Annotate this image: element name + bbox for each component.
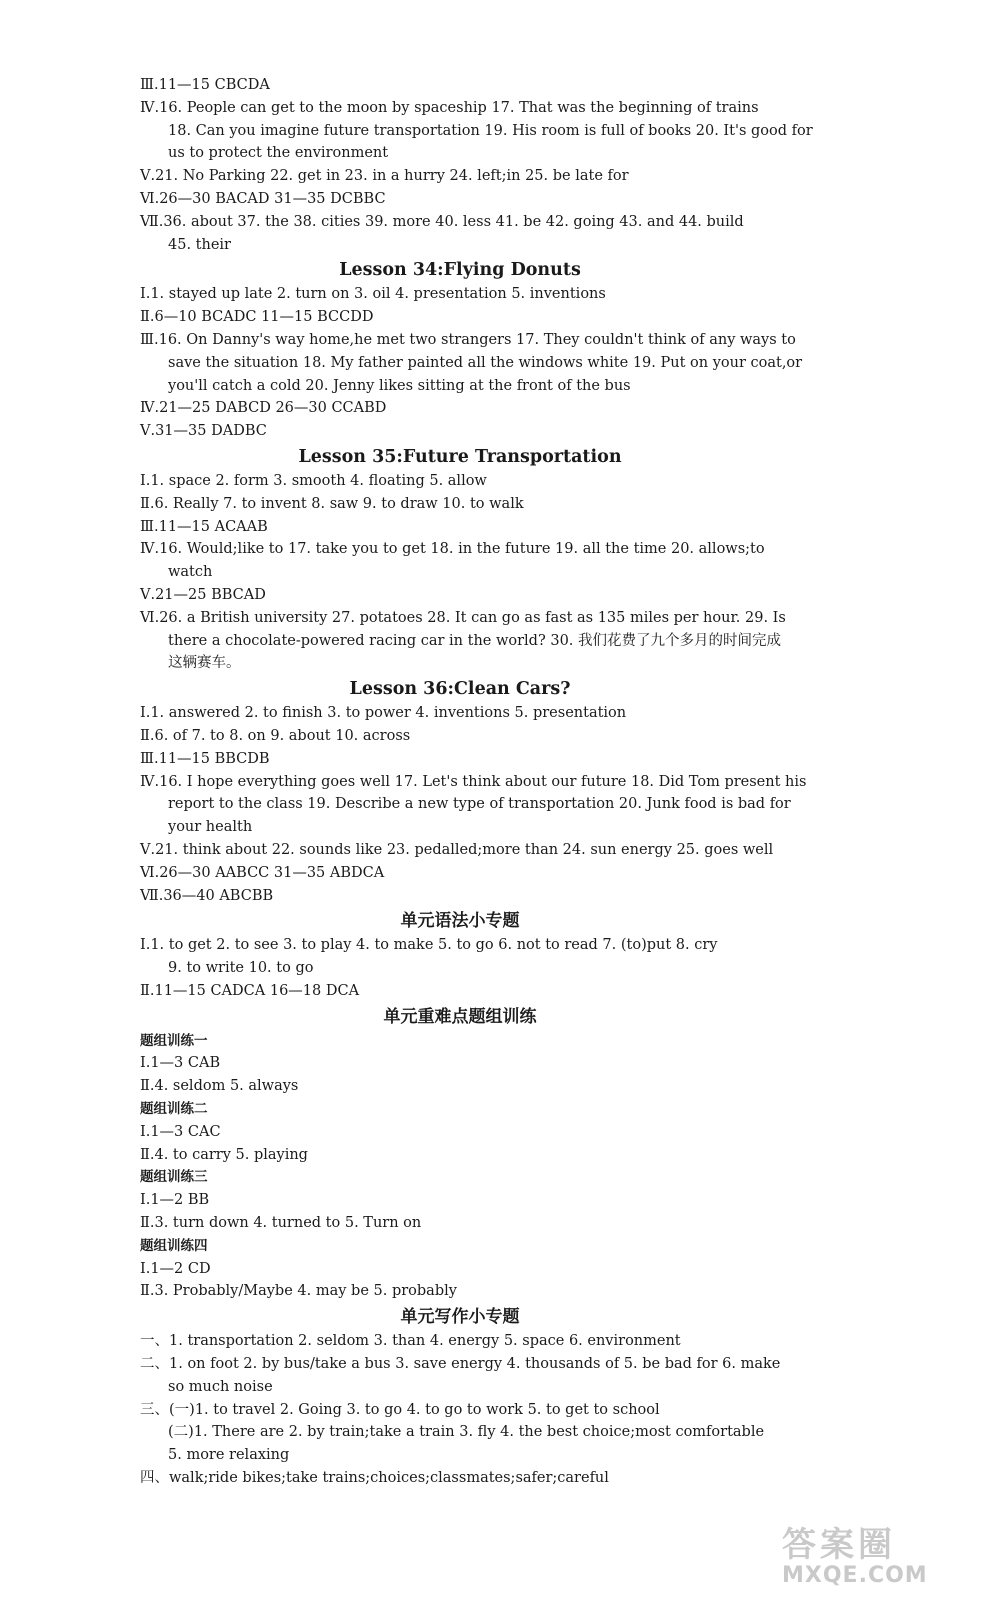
answer-line: Ⅰ.1—3 CAB [140, 1055, 221, 1072]
answer-line: Ⅵ.26. a British university 27. potatoes 28. It can go as fast as 135 miles per hour. 29. Is [140, 609, 786, 626]
answer-line: Ⅱ.4. to carry 5. playing [140, 1146, 308, 1163]
answer-line-continued: your health [168, 819, 253, 836]
answer-line: Ⅱ.6. of 7. to 8. on 9. about 10. across [140, 727, 411, 744]
answer-line-continued: us to protect the environment [168, 145, 389, 162]
group-subheading: 题组训练一 [140, 1032, 208, 1049]
answer-line: Ⅰ.1—3 CAC [140, 1123, 221, 1140]
answer-line: Ⅴ.31—35 DADBC [140, 423, 267, 440]
answer-line: Ⅳ.16. Would;like to 17. take you to get 18. in the future 19. all the time 20. allows;to [140, 541, 765, 558]
answer-line: Ⅰ.1. stayed up late 2. turn on 3. oil 4. presentation 5. inventions [140, 286, 606, 303]
answer-line-continued: you'll catch a cold 20. Jenny likes sitting at the front of the bus [168, 377, 631, 394]
answer-line-continued: 5. more relaxing [168, 1447, 290, 1464]
answer-line-continued: 45. their [168, 236, 231, 253]
answer-line: Ⅰ.1. to get 2. to see 3. to play 4. to make 5. to go 6. not to read 7. (to)put 8. cry [140, 937, 718, 954]
answer-line: Ⅳ.16. I hope everything goes well 17. Let's think about our future 18. Did Tom present his [140, 773, 807, 790]
section-heading: 单元语法小专题 [400, 911, 520, 932]
answer-line: Ⅴ.21—25 BBCAD [140, 586, 266, 603]
answer-line: Ⅵ.26—30 AABCC 31—35 ABDCA [140, 864, 385, 881]
answer-line-continued: save the situation 18. My father painted all the windows white 19. Put on your coat,or [168, 354, 803, 371]
answer-line: Ⅱ.6. Really 7. to invent 8. saw 9. to draw 10. to walk [140, 495, 524, 512]
answer-line: Ⅱ.3. turn down 4. turned to 5. Turn on [140, 1215, 422, 1232]
answer-line: Ⅶ.36. about 37. the 38. cities 39. more 40. less 41. be 42. going 43. and 44. build [140, 213, 744, 230]
answer-line: Ⅲ.11—15 CBCDA [140, 77, 270, 93]
group-subheading: 题组训练二 [140, 1101, 208, 1118]
answer-line: Ⅳ.16. People can get to the moon by spaceship 17. That was the beginning of trains [140, 99, 759, 116]
answer-line-continued: so much noise [168, 1378, 273, 1395]
answer-line-continued: (二)1. There are 2. by train;take a train 3. fly 4. the best choice;most comfortable [168, 1424, 765, 1441]
answer-line: Ⅴ.21. think about 22. sounds like 23. pedalled;more than 24. sun energy 25. goes well [140, 841, 774, 858]
answer-line-continued: 18. Can you imagine future transportation 19. His room is full of books 20. It's good for [168, 122, 813, 139]
section-heading: Lesson 34:Flying Donuts [339, 260, 581, 281]
answer-line-continued: there a chocolate-powered racing car in the world? 30. 我们花费了九个多月的时间完成 [168, 632, 782, 649]
answer-line: Ⅰ.1—2 BB [140, 1192, 210, 1209]
answer-line: Ⅱ.11—15 CADCA 16—18 DCA [140, 982, 360, 999]
answer-line: Ⅶ.36—40 ABCBB [140, 887, 274, 904]
answer-line-continued: watch [168, 564, 213, 581]
answer-line: Ⅰ.1. space 2. form 3. smooth 4. floating 5. allow [140, 472, 487, 489]
answer-line: 四、walk;ride bikes;take trains;choices;classmates;safer;careful [140, 1470, 609, 1487]
answer-line-continued: 9. to write 10. to go [168, 960, 314, 977]
answer-line: Ⅲ.11—15 ACAAB [140, 518, 268, 535]
answer-line: Ⅱ.6—10 BCADC 11—15 BCCDD [140, 309, 374, 326]
watermark-logo [782, 1526, 972, 1594]
answer-line: Ⅰ.1. answered 2. to finish 3. to power 4. inventions 5. presentation [140, 705, 627, 722]
section-heading: Lesson 35:Future Transportation [298, 446, 622, 467]
answer-line: 二、1. on foot 2. by bus/take a bus 3. save energy 4. thousands of 5. be bad for 6. make [140, 1356, 781, 1373]
answer-key-page [140, 74, 813, 1490]
answer-line: Ⅲ.16. On Danny's way home,he met two strangers 17. They couldn't think of any ways to [140, 331, 796, 348]
section-heading: 单元写作小专题 [400, 1307, 520, 1328]
answer-line: Ⅵ.26—30 BACAD 31—35 DCBBC [140, 190, 386, 207]
section-heading: Lesson 36:Clean Cars? [349, 679, 571, 700]
answer-line: 一、1. transportation 2. seldom 3. than 4. energy 5. space 6. environment [140, 1333, 681, 1350]
answer-line-continued: report to the class 19. Describe a new type of transportation 20. Junk food is bad for [168, 796, 791, 813]
watermark-title: 答案圈 [782, 1525, 896, 1565]
group-subheading: 题组训练三 [140, 1169, 208, 1186]
answer-line: Ⅱ.3. Probably/Maybe 4. may be 5. probably [140, 1283, 457, 1300]
answer-line: Ⅱ.4. seldom 5. always [140, 1078, 299, 1095]
watermark-url: MXQE.COM [782, 1563, 928, 1588]
answer-line: Ⅴ.21. No Parking 22. get in 23. in a hurry 24. left;in 25. be late for [140, 168, 629, 185]
answer-line: 三、(一)1. to travel 2. Going 3. to go 4. to go to work 5. to get to school [140, 1401, 660, 1418]
answer-line: Ⅳ.21—25 DABCD 26—30 CCABD [140, 400, 387, 417]
answer-line: Ⅰ.1—2 CD [140, 1260, 211, 1277]
group-subheading: 题组训练四 [140, 1237, 208, 1254]
section-heading: 单元重难点题组训练 [383, 1006, 537, 1027]
answer-line: Ⅲ.11—15 BBCDB [140, 750, 270, 767]
answer-line-continued: 这辆赛车。 [168, 655, 241, 672]
